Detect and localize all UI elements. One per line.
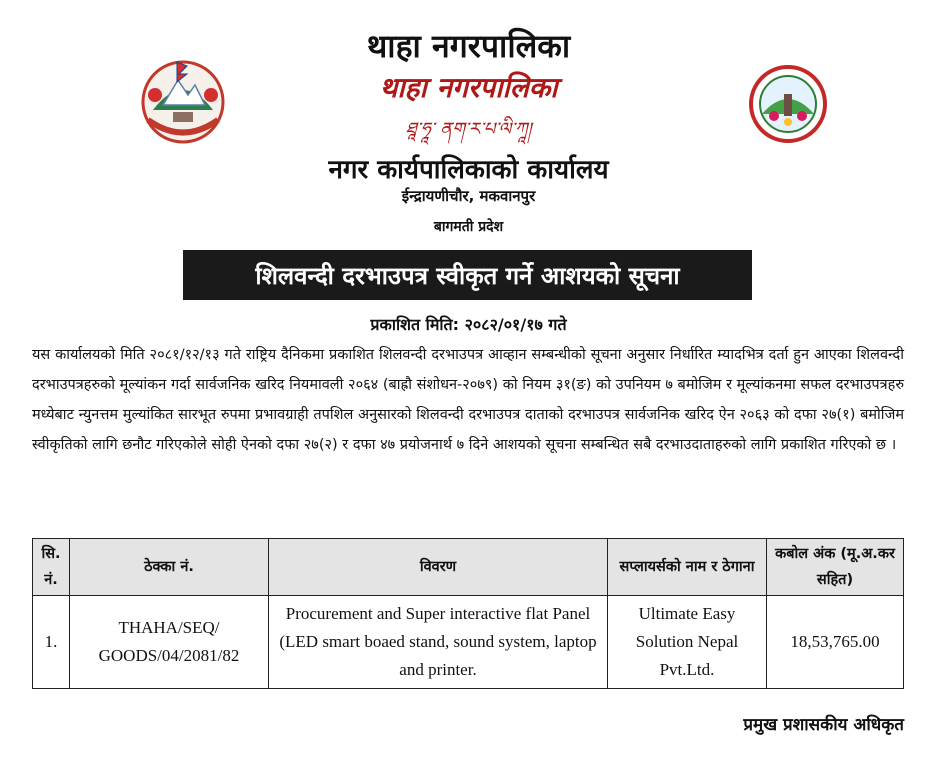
cell-sn: 1. [33, 596, 70, 689]
office-name: नगर कार्यपालिकाको कार्यालय [328, 155, 609, 185]
province-name: बागमती प्रदेश [433, 219, 504, 235]
cell-supplier: Ultimate Easy Solution Nepal Pvt.Ltd. [608, 596, 767, 689]
signature-title: प्रमुख प्रशासकीय अधिकृत [743, 715, 904, 735]
cell-description: Procurement and Super interactive flat Panel (LED smart boaed stand, sound system, laptop and printer. [269, 596, 608, 689]
municipality-title-newar: थाहा नगरपालिका [379, 71, 558, 104]
notice-title-banner [183, 250, 752, 300]
published-date: प्रकाशित मिति: २०८२/०१/१७ गते [370, 315, 567, 334]
notice-title: शिलवन्दी दरभाउपत्र स्वीकृत गर्ने आशयको सूचना [255, 261, 680, 290]
header-supplier: सप्लायर्सको नाम र ठेगाना [608, 539, 767, 596]
cell-contract: THAHA/SEQ/ GOODS/04/2081/82 [70, 596, 269, 689]
cell-amount: 18,53,765.00 [767, 596, 904, 689]
office-address: ईन्द्रायणीचौर, मकवानपुर [401, 187, 536, 205]
header-sn: सि. नं. [33, 539, 70, 596]
table-row [33, 596, 904, 689]
notice-body: यस कार्यालयको मिति २०८१/१२/१३ गते राष्ट्रिय दैनिकमा प्रकाशित शिलवन्दी दरभाउपत्र आव्हान सम्बन्धीको सूचना अनुसार निर्धारित म्यादभित्र दर्ता हुन आएका शिलवन्दी दरभाउपत्रहरुको मूल्यांकन गर्दा सार्वजनिक खरिद नियमावली २०६४ (बाह्रौ संशोधन-२०७९) को नियम ३१(ङ) को उपनियम ७ बमोजिम र मूल्यांकनमा सफल दरभाउपत्रहरु मध्येबाट न्युनत्तम मुल्यांकित सारभूत रुपमा प्रभावग्राही तपशिल अनुसारको शिलवन्दी दरभाउपत्र दाताको दरभाउपत्र सार्वजनिक खरिद ऐन २०६३ को दफा २७(१) बमोजिम स्वीकृतिको लागि छनौट गरिएकोले सोही ऐनको दफा २७(२) र दफा ४७ प्रयोजनार्थ ७ दिने आशयको सूचना सम्बन्धित सबै दरभाउदाताहरुको लागि प्रकाशित गरिएको छ । [32, 347, 904, 453]
header-contract: ठेक्का नं. [70, 539, 269, 596]
table-header-row [33, 539, 904, 596]
award-table [32, 538, 904, 689]
header-description: विवरण [269, 539, 608, 596]
municipality-title: थाहा नगरपालिका [366, 27, 571, 65]
municipality-title-tibetan: ཐཱ་ཧཱ་ ནག་ར་པ་ལི་ཀཱ། [405, 119, 532, 140]
header-amount: कबोल अंक (मू.अ.कर सहित) [767, 539, 904, 596]
